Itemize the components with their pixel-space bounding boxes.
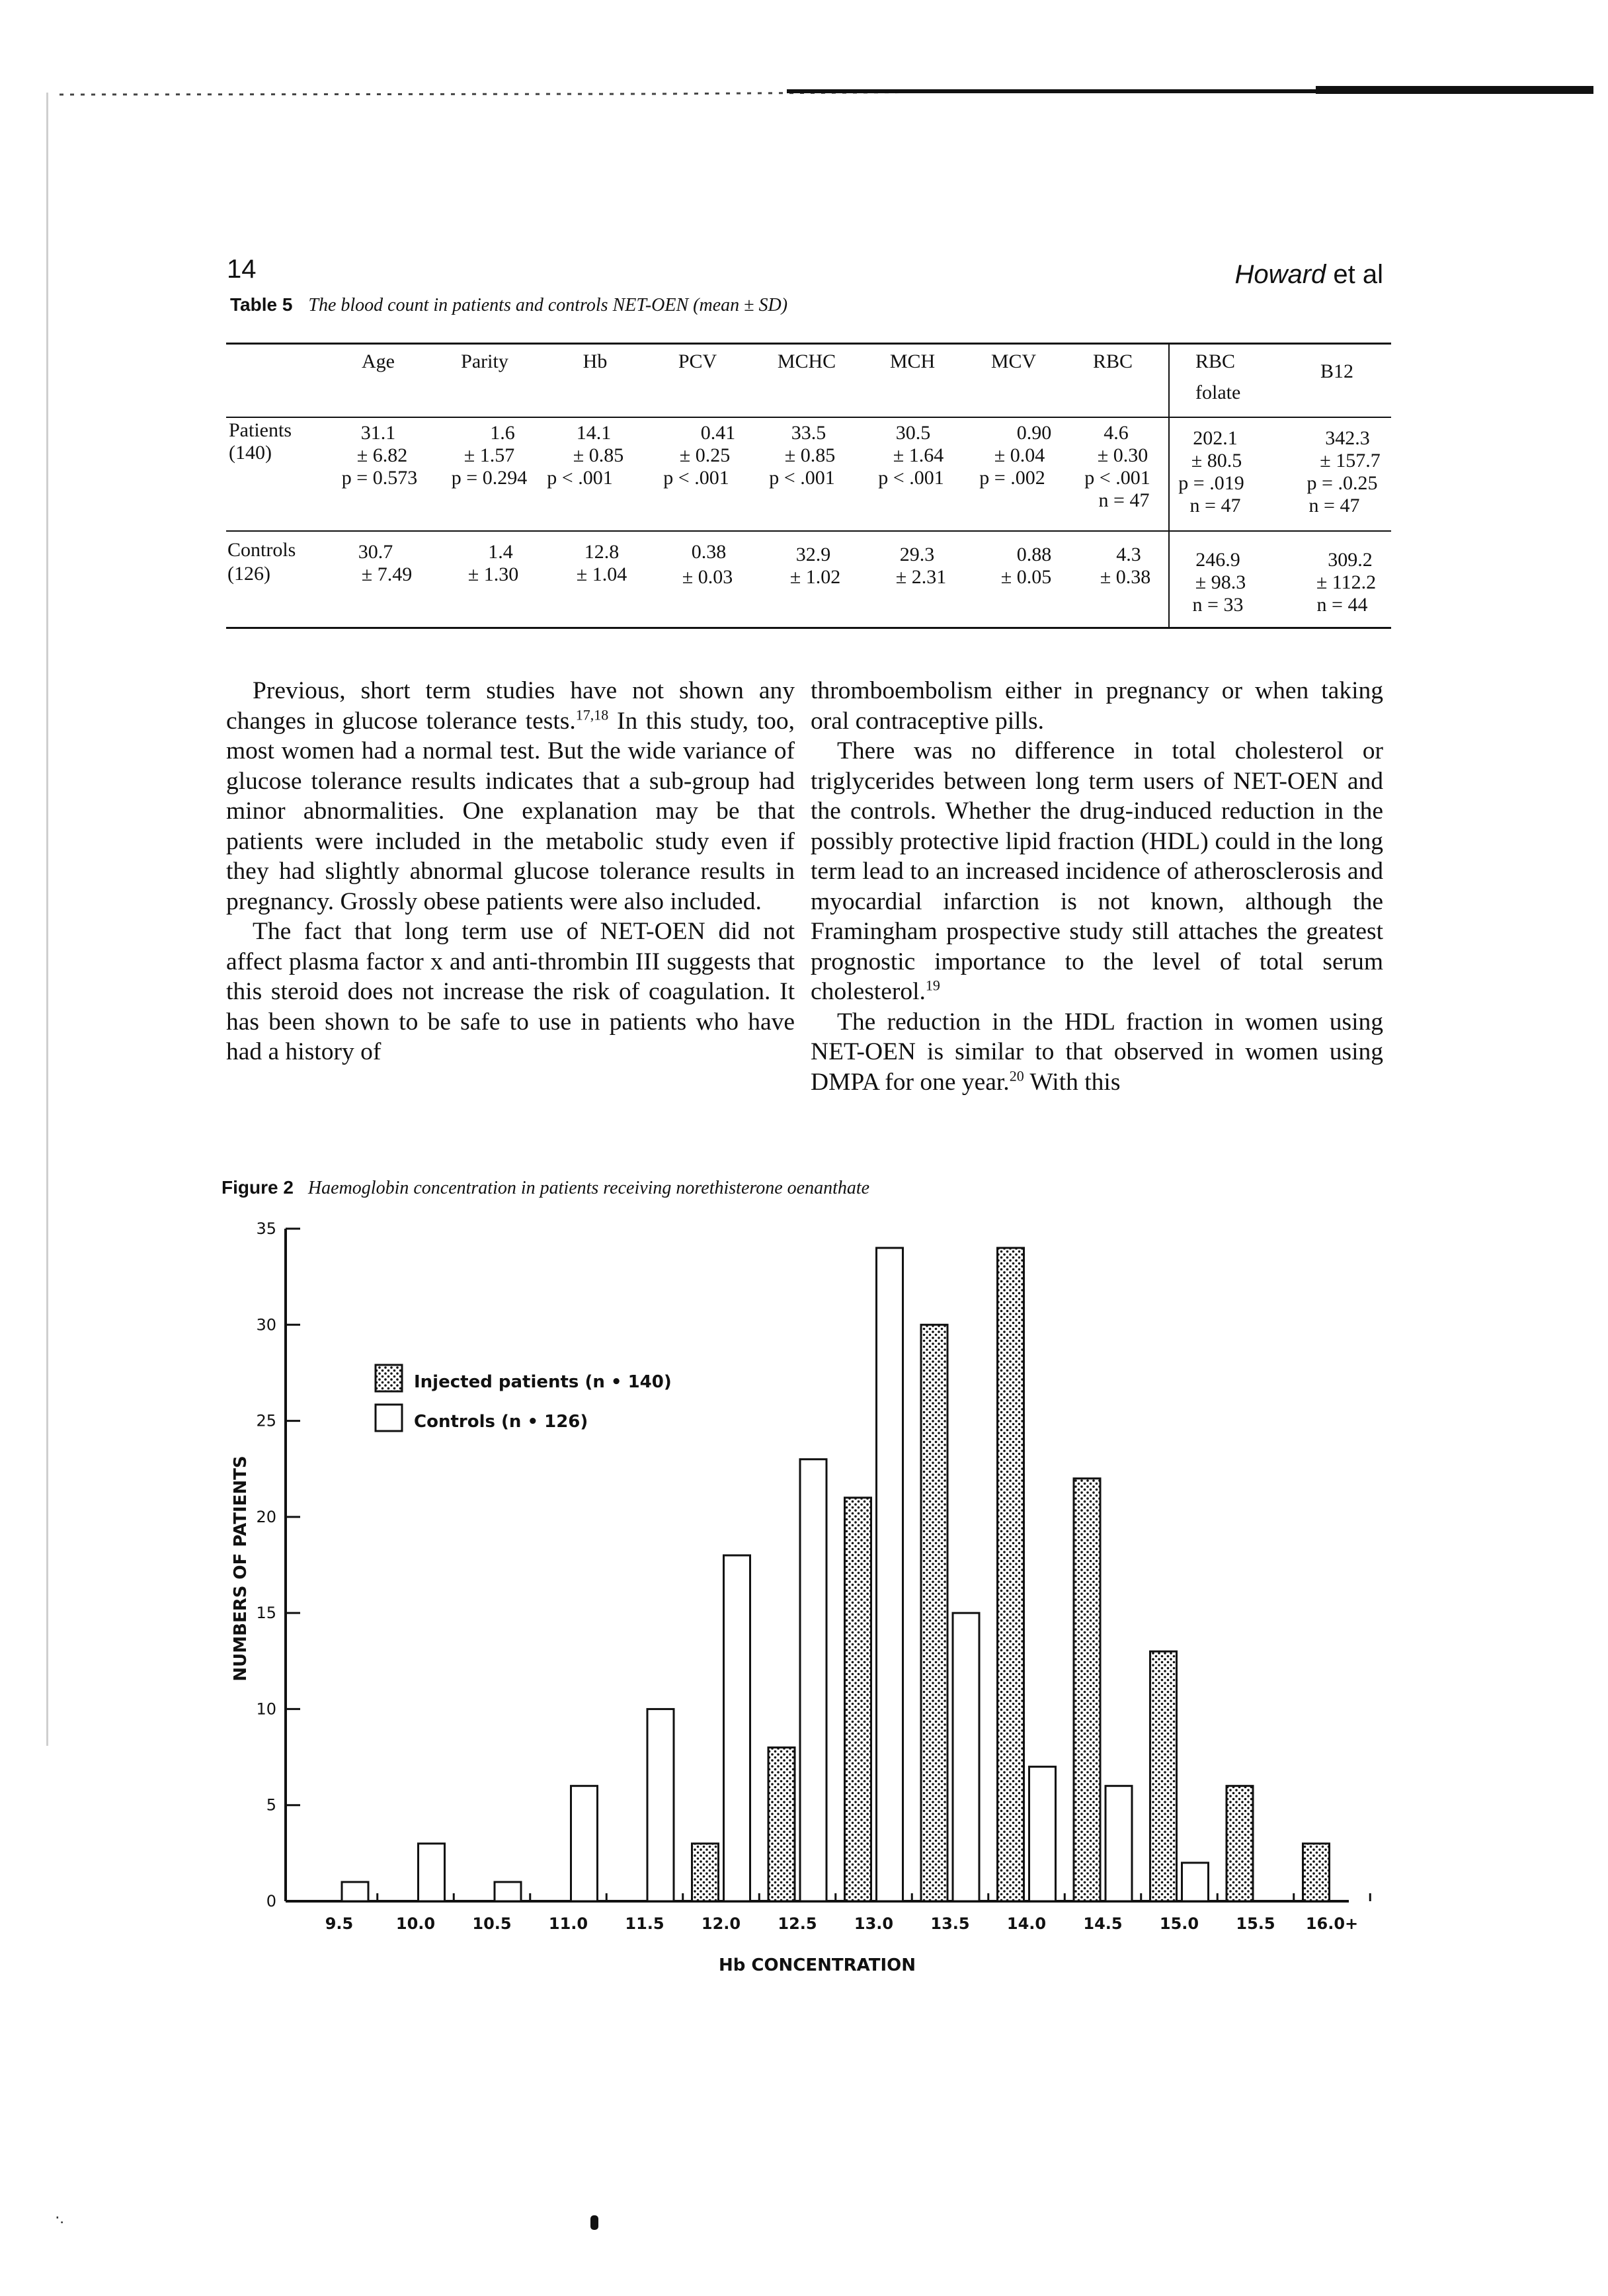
- y-tick-label: 0: [266, 1892, 276, 1910]
- patients-folate-sd: ± 80.5: [1191, 450, 1242, 472]
- bar-control: [1029, 1767, 1056, 1901]
- bar-control: [647, 1709, 674, 1901]
- controls-pcv-mean: 0.38: [691, 541, 727, 563]
- bar-injected: [768, 1748, 795, 1901]
- bar-injected: [1150, 1651, 1177, 1901]
- controls-b12-mean: 309.2: [1328, 549, 1373, 571]
- col-header-mch: MCH: [889, 350, 936, 372]
- y-tick-label: 20: [256, 1507, 276, 1526]
- patients-rbc-n: n = 47: [1098, 489, 1150, 511]
- controls-hb-sd: ± 1.04: [576, 563, 627, 585]
- patients-folate-mean: 202.1: [1193, 427, 1238, 449]
- y-tick-label: 35: [256, 1219, 276, 1238]
- controls-pcv-sd: ± 0.03: [682, 566, 733, 588]
- x-tick-label: 11.0: [548, 1914, 588, 1933]
- controls-mch-sd: ± 2.31: [895, 566, 947, 588]
- bar-control: [571, 1786, 598, 1901]
- bar-injected: [998, 1248, 1024, 1901]
- controls-folate-mean: 246.9: [1195, 549, 1240, 571]
- bar-injected: [692, 1844, 719, 1901]
- bar-injected: [845, 1498, 871, 1901]
- bar-injected: [1226, 1786, 1253, 1901]
- controls-mchc-sd: ± 1.02: [789, 566, 841, 588]
- x-tick-label: 14.5: [1083, 1914, 1123, 1933]
- figure-caption: Figure 2 Haemoglobin concentration in patients receiving norethisterone oenanthate: [221, 1177, 870, 1198]
- table-caption: Table 5 The blood count in patients and controls NET-OEN (mean ± SD): [230, 294, 788, 315]
- patients-parity-mean: 1.6: [490, 422, 515, 444]
- patients-age-mean: 31.1: [360, 422, 396, 444]
- bar-injected: [1303, 1844, 1330, 1901]
- x-tick-label: 11.5: [625, 1914, 664, 1933]
- col-header-mcv: MCV: [990, 350, 1037, 372]
- patients-hb-sd: ± 0.85: [573, 444, 624, 466]
- x-tick-label: 15.0: [1159, 1914, 1199, 1933]
- y-tick-label: 15: [256, 1604, 276, 1623]
- controls-hb-mean: 12.8: [584, 541, 620, 563]
- patients-parity-sd: ± 1.57: [463, 444, 515, 466]
- bar-control: [724, 1555, 750, 1901]
- controls-mch-mean: 29.3: [899, 544, 935, 565]
- paragraph: There was no difference in total cholesterol or triglycerides between long term users of NET-OEN and the controls. Whether the drug-induced reduction in the possibly protective lipid fraction (HDL) could in the long term lead to an increased incidence of atherosclerosis and myocardial infarction is not known, although the Framingham prospective study still attaches the greatest prognostic importance to the level of total serum cholesterol.$^{19}$: [811, 737, 1383, 1005]
- bar-injected: [921, 1325, 947, 1901]
- patients-age-sd: ± 6.82: [356, 444, 408, 466]
- ink-blot: [590, 2215, 598, 2230]
- col-header-mchc: MCHC: [777, 350, 836, 372]
- row-label-patients: Patients: [229, 419, 292, 441]
- col-header-parity: Parity: [461, 350, 508, 372]
- x-tick-label: 12.5: [778, 1914, 817, 1933]
- y-tick-label: 5: [266, 1795, 276, 1815]
- patients-pcv-mean: 0.41: [700, 422, 736, 444]
- patients-mch-mean: 30.5: [895, 422, 931, 444]
- patients-mcv-mean: 0.90: [1016, 422, 1052, 444]
- controls-age-sd: ± 7.49: [361, 563, 413, 585]
- row-n-controls: (126): [227, 563, 270, 585]
- bar-control: [953, 1613, 979, 1901]
- patients-rbc-sd: ± 0.30: [1097, 444, 1148, 466]
- patients-mchc-sd: ± 0.85: [784, 444, 836, 466]
- col-header-age: Age: [362, 350, 395, 372]
- col-header-b12: B12: [1320, 360, 1354, 382]
- x-tick-label: 14.0: [1006, 1914, 1047, 1933]
- patients-folate-p: p = .019: [1178, 472, 1244, 494]
- patients-folate-n: n = 47: [1189, 495, 1241, 516]
- paragraph: thromboembolism either in pregnancy or when taking oral contraceptive pills.: [811, 677, 1383, 735]
- controls-mcv-mean: 0.88: [1016, 544, 1052, 565]
- controls-folate-n: n = 33: [1192, 594, 1244, 616]
- controls-parity-mean: 1.4: [488, 541, 513, 563]
- controls-b12-sd: ± 112.2: [1316, 571, 1377, 593]
- controls-age-mean: 30.7: [358, 541, 393, 563]
- bar-control: [800, 1459, 826, 1901]
- x-tick-label: 9.5: [325, 1914, 354, 1933]
- patients-mcv-sd: ± 0.04: [994, 444, 1045, 466]
- x-tick-label: 10.5: [472, 1914, 512, 1933]
- controls-rbc-mean: 4.3: [1116, 544, 1141, 565]
- col-header-rbc-folate: RBC: [1195, 350, 1236, 372]
- bar-control: [495, 1882, 521, 1901]
- controls-rbc-sd: ± 0.38: [1100, 566, 1151, 588]
- patients-mcv-p: p = .002: [979, 467, 1045, 489]
- patients-pcv-p: p < .001: [663, 467, 729, 489]
- controls-mchc-mean: 32.9: [795, 544, 831, 565]
- row-n-patients: (140): [229, 442, 272, 464]
- running-head: Howard et al: [1234, 260, 1383, 289]
- patients-rbc-mean: 4.6: [1104, 422, 1129, 444]
- x-tick-label: 13.5: [930, 1914, 970, 1933]
- x-tick-label: 10.0: [395, 1914, 436, 1933]
- x-tick-label: 15.5: [1236, 1914, 1275, 1933]
- patients-parity-p: p = 0.294: [451, 467, 528, 489]
- scan-mark: ‧.: [55, 2210, 68, 2227]
- col-header-rbc-folate-2: folate: [1195, 382, 1241, 403]
- col-header-hb: Hb: [583, 350, 608, 372]
- controls-b12-n: n = 44: [1316, 594, 1368, 616]
- paragraph: The fact that long term use of NET-OEN did not affect plasma factor x and anti-thrombin III suggests that this steroid does not increase the risk of coagulation. It has been shown to be safe to use in patients who have had a history of: [226, 918, 795, 1065]
- patients-b12-p: p = .0.25: [1306, 472, 1378, 494]
- legend-label-controls: Controls (n • 126): [414, 1412, 588, 1432]
- patients-mch-p: p < .001: [878, 467, 944, 489]
- controls-parity-sd: ± 1.30: [467, 563, 519, 585]
- patients-pcv-sd: ± 0.25: [679, 444, 731, 466]
- bar-injected: [1074, 1479, 1100, 1901]
- y-axis-title: NUMBERS OF PATIENTS: [231, 1456, 251, 1682]
- patients-age-p: p = 0.573: [341, 467, 418, 489]
- bar-control: [1106, 1786, 1132, 1901]
- y-tick-label: 30: [256, 1315, 276, 1334]
- patients-hb-p: p < .001: [547, 467, 613, 489]
- bar-control: [419, 1844, 445, 1901]
- controls-mcv-sd: ± 0.05: [1000, 566, 1052, 588]
- paragraph: Previous, short term studies have not shown any changes in glucose tolerance tests.$^{17,18}$ In this study, too, most women had a normal test. But the wide variance of glucose tolerance results indicates that a sub-group had minor abnormalities. One explanation may be that patients were included in the metabolic study even if they had slightly abnormal glucose tolerance results in pregnancy. Grossly obese patients were also included.: [226, 677, 795, 915]
- bar-control: [1182, 1863, 1209, 1901]
- patients-hb-mean: 14.1: [576, 422, 612, 444]
- x-tick-label: 16.0+: [1305, 1914, 1359, 1933]
- col-header-rbc: RBC: [1092, 350, 1133, 372]
- col-header-pcv: PCV: [678, 350, 717, 372]
- y-tick-label: 25: [256, 1411, 276, 1430]
- page-number: 14: [227, 255, 257, 284]
- x-tick-label: 13.0: [854, 1914, 894, 1933]
- patients-rbc-p: p < .001: [1084, 467, 1150, 489]
- x-axis-title: Hb CONCENTRATION: [718, 1955, 916, 1975]
- bar-control: [342, 1882, 368, 1901]
- patients-b12-n: n = 47: [1308, 495, 1360, 516]
- paragraph: The reduction in the HDL fraction in women using NET-OEN is similar to that observed in women using DMPA for one year.$^{20}$ With this: [811, 1008, 1383, 1096]
- controls-folate-sd: ± 98.3: [1195, 571, 1246, 593]
- bar-control: [877, 1248, 903, 1901]
- patients-mchc-p: p < .001: [769, 467, 835, 489]
- patients-mchc-mean: 33.5: [791, 422, 826, 444]
- row-label-controls: Controls: [227, 539, 296, 561]
- patients-mch-sd: ± 1.64: [893, 444, 944, 466]
- patients-b12-sd: ± 157.7: [1320, 450, 1381, 472]
- legend-swatch-injected: [376, 1365, 402, 1391]
- patients-b12-mean: 342.3: [1325, 427, 1370, 449]
- x-tick-label: 12.0: [701, 1914, 741, 1933]
- y-tick-label: 10: [256, 1700, 276, 1719]
- legend-label-injected: Injected patients (n • 140): [414, 1372, 672, 1392]
- legend-swatch-controls: [376, 1405, 402, 1431]
